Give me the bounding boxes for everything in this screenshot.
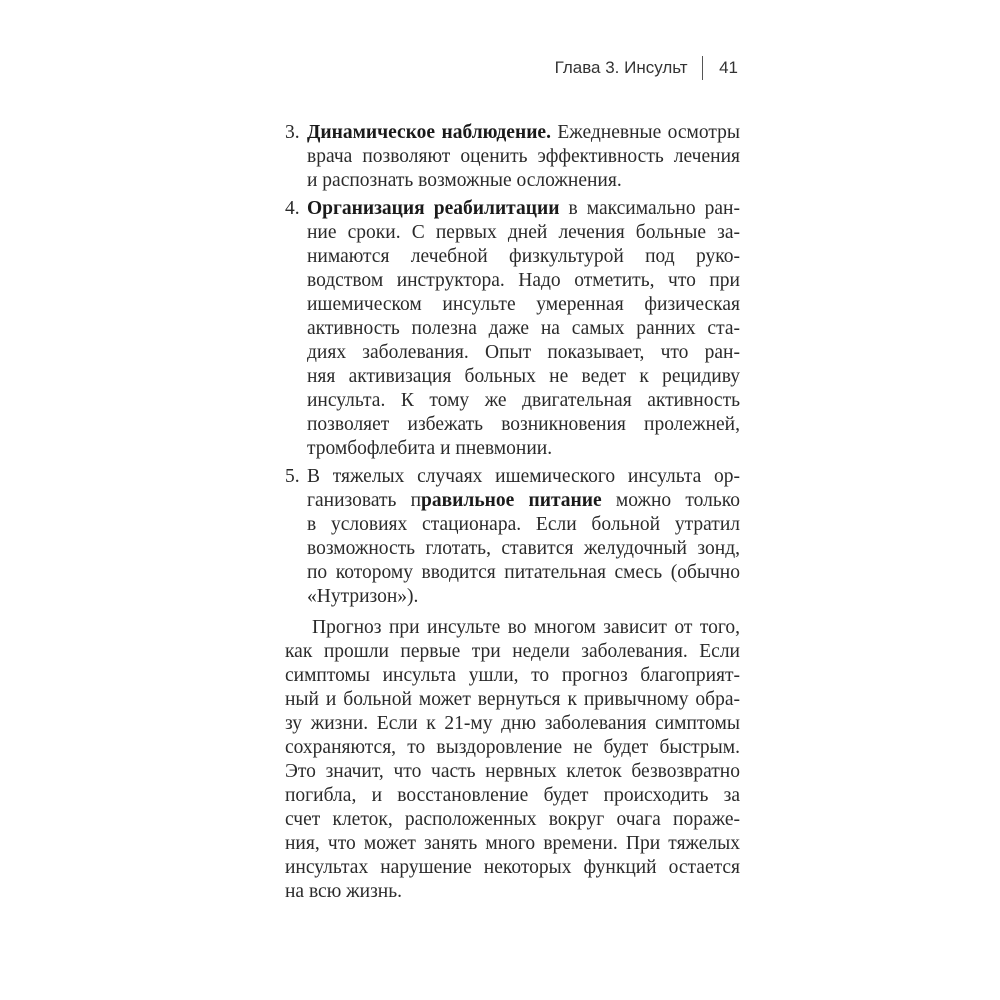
text-span: Ежедневные осмотры xyxy=(550,122,740,143)
item-number: 5. xyxy=(285,466,300,487)
list-item xyxy=(285,121,740,193)
list-item xyxy=(285,197,740,461)
text-line xyxy=(307,169,740,193)
text-line: симптомы инсульта ушли, то прогноз благоприят- xyxy=(285,665,740,686)
text-line xyxy=(307,317,740,341)
text-line xyxy=(307,561,740,585)
text-span: нимаются лечебной физкультурой под руко- xyxy=(307,246,740,267)
text-line: погибла, и восстановление будет происходить за xyxy=(285,785,740,806)
text-line: сохраняются, то выздоровление не будет быстрым. xyxy=(285,737,740,758)
text-line: как прошли первые три недели заболевания. Если xyxy=(285,641,740,662)
text-span: «Нутризон»). xyxy=(307,586,419,607)
text-span: водством инструктора. Надо отметить, что при xyxy=(307,270,740,291)
text-line xyxy=(307,145,740,169)
item-number: 4. xyxy=(285,198,300,219)
text-line xyxy=(307,465,740,489)
text-span: позволяет избежать возникновения пролежней, xyxy=(307,414,740,435)
text-line xyxy=(307,293,740,317)
text-line: зу жизни. Если к 21-му дню заболевания симптомы xyxy=(285,713,740,734)
text-line xyxy=(307,341,740,365)
text-span: в условиях стационара. Если больной утратил xyxy=(307,514,740,535)
text-line xyxy=(307,245,740,269)
text-line: счет клеток, расположенных вокруг очага пораже- xyxy=(285,809,740,830)
text-line xyxy=(307,537,740,561)
text-line: на всю жизнь. xyxy=(285,881,402,902)
text-span: можно только xyxy=(601,490,740,511)
text-line xyxy=(307,585,740,609)
body-paragraph xyxy=(285,616,740,904)
text-span: по которому вводится питательная смесь (обычно xyxy=(307,562,740,583)
text-span: возможность глотать, ставится желудочный зонд, xyxy=(307,538,740,559)
text-span: в максимально ран- xyxy=(559,198,740,219)
text-span: инсульта. К тому же двигательная активность xyxy=(307,390,740,411)
text-span: В тяжелых случаях ишемического инсульта ор- xyxy=(307,466,740,487)
header-divider xyxy=(702,56,704,80)
text-span: диях заболевания. Опыт показывает, что ран- xyxy=(307,342,740,363)
text-line xyxy=(307,489,740,513)
bold-term: Организация реабилитации xyxy=(307,198,560,219)
text-line xyxy=(307,121,740,145)
text-line: инсультах нарушение некоторых функций остается xyxy=(285,857,740,878)
text-line xyxy=(307,365,740,389)
text-span: и распознать возможные осложнения. xyxy=(307,170,622,191)
text-line xyxy=(307,197,740,221)
text-line xyxy=(307,269,740,293)
numbered-list xyxy=(285,121,740,609)
running-header xyxy=(555,56,738,80)
text-span: няя активизация больных не ведет к рецидиву xyxy=(307,366,740,387)
text-span: ганизовать п xyxy=(307,490,422,511)
text-line xyxy=(307,437,740,461)
item-number: 3. xyxy=(285,122,300,143)
text-span: ние сроки. С первых дней лечения больные за- xyxy=(307,222,740,243)
text-line: ния, что может занять много времени. При тяжелых xyxy=(285,833,740,854)
text-line: ный и больной может вернуться к привычному обра- xyxy=(285,689,740,710)
text-line: Прогноз при инсульте во многом зависит от того, xyxy=(312,617,740,638)
bold-term: равильное питание xyxy=(421,490,602,511)
page-number: 41 xyxy=(719,58,738,77)
text-span: врача позволяют оценить эффективность лечения xyxy=(307,146,740,167)
text-span: активность полезна даже на самых ранних ста- xyxy=(307,318,740,339)
chapter-title: Глава 3. Инсульт xyxy=(554,58,688,77)
text-line xyxy=(307,389,740,413)
bold-term: Динамическое наблюдение. xyxy=(307,122,551,143)
text-line xyxy=(307,413,740,437)
text-line: Это значит, что часть нервных клеток безвозвратно xyxy=(285,761,740,782)
text-line xyxy=(307,513,740,537)
list-item xyxy=(285,465,740,609)
text-span: тромбофлебита и пневмонии. xyxy=(307,438,553,459)
text-line xyxy=(307,221,740,245)
text-span: ишемическом инсульте умеренная физическая xyxy=(307,294,740,315)
